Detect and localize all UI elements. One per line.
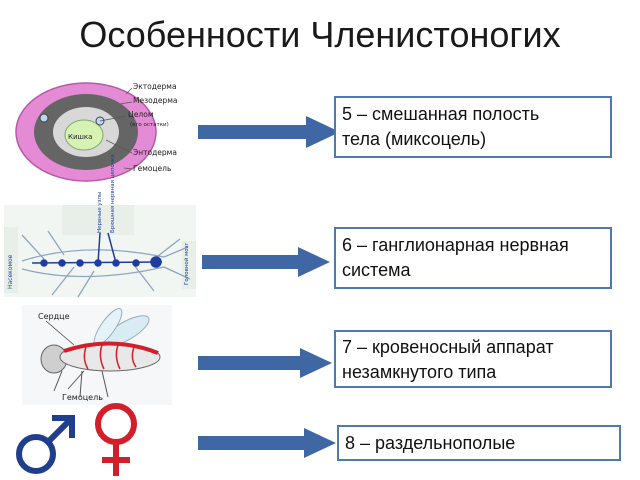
label-ventral-nerve-cord: Брюшная нервная цепочка xyxy=(110,154,116,233)
feature-text-line1: 7 – кровеносный аппарат xyxy=(342,337,554,357)
label-heart: Сердце xyxy=(38,312,70,321)
female-symbol-icon xyxy=(88,400,144,478)
label-ectoderm: Эктодерма xyxy=(133,82,177,91)
arrow-icon xyxy=(196,424,340,462)
feature-box-mixocoel xyxy=(334,96,612,158)
feature-text-line1: 8 – раздельнополые xyxy=(345,433,516,453)
label-mesoderm: Мезодерма xyxy=(133,96,178,105)
label-nerve-nodes: Нервные узлы xyxy=(97,191,103,233)
feature-box-nervous-system xyxy=(334,227,612,289)
label-hemocoel-insect: Гемоцель xyxy=(62,393,103,402)
feature-text-line2: система xyxy=(342,260,411,280)
male-symbol-icon xyxy=(10,410,80,478)
label-endoderm: Энтодерма xyxy=(133,148,177,157)
feature-text-line2: незамкнутого типа xyxy=(342,362,497,382)
insect-circulatory-figure xyxy=(22,305,172,405)
page-title: Особенности Членистоногих xyxy=(79,14,561,55)
feature-box-circulatory xyxy=(334,330,612,388)
feature-text-line2: тела (миксоцель) xyxy=(342,129,487,149)
arrow-icon xyxy=(196,112,344,152)
label-hemocoel: Гемоцель xyxy=(133,164,172,173)
label-gut: Кишка xyxy=(68,133,93,141)
feature-text-line1: 6 – ганглионарная нервная xyxy=(342,235,569,255)
feature-text-line1: 5 – смешанная полость xyxy=(342,104,540,124)
label-brain: Головной мозг xyxy=(184,242,190,285)
label-coelom-remains: (его остатки) xyxy=(130,122,169,128)
body-cross-section-figure xyxy=(8,80,198,185)
label-coelom: Целом xyxy=(128,110,154,119)
feature-box-dioecious xyxy=(337,425,621,461)
arrow-icon xyxy=(200,243,332,281)
label-insect: Насекомое xyxy=(7,254,14,289)
arrow-icon xyxy=(196,344,334,382)
